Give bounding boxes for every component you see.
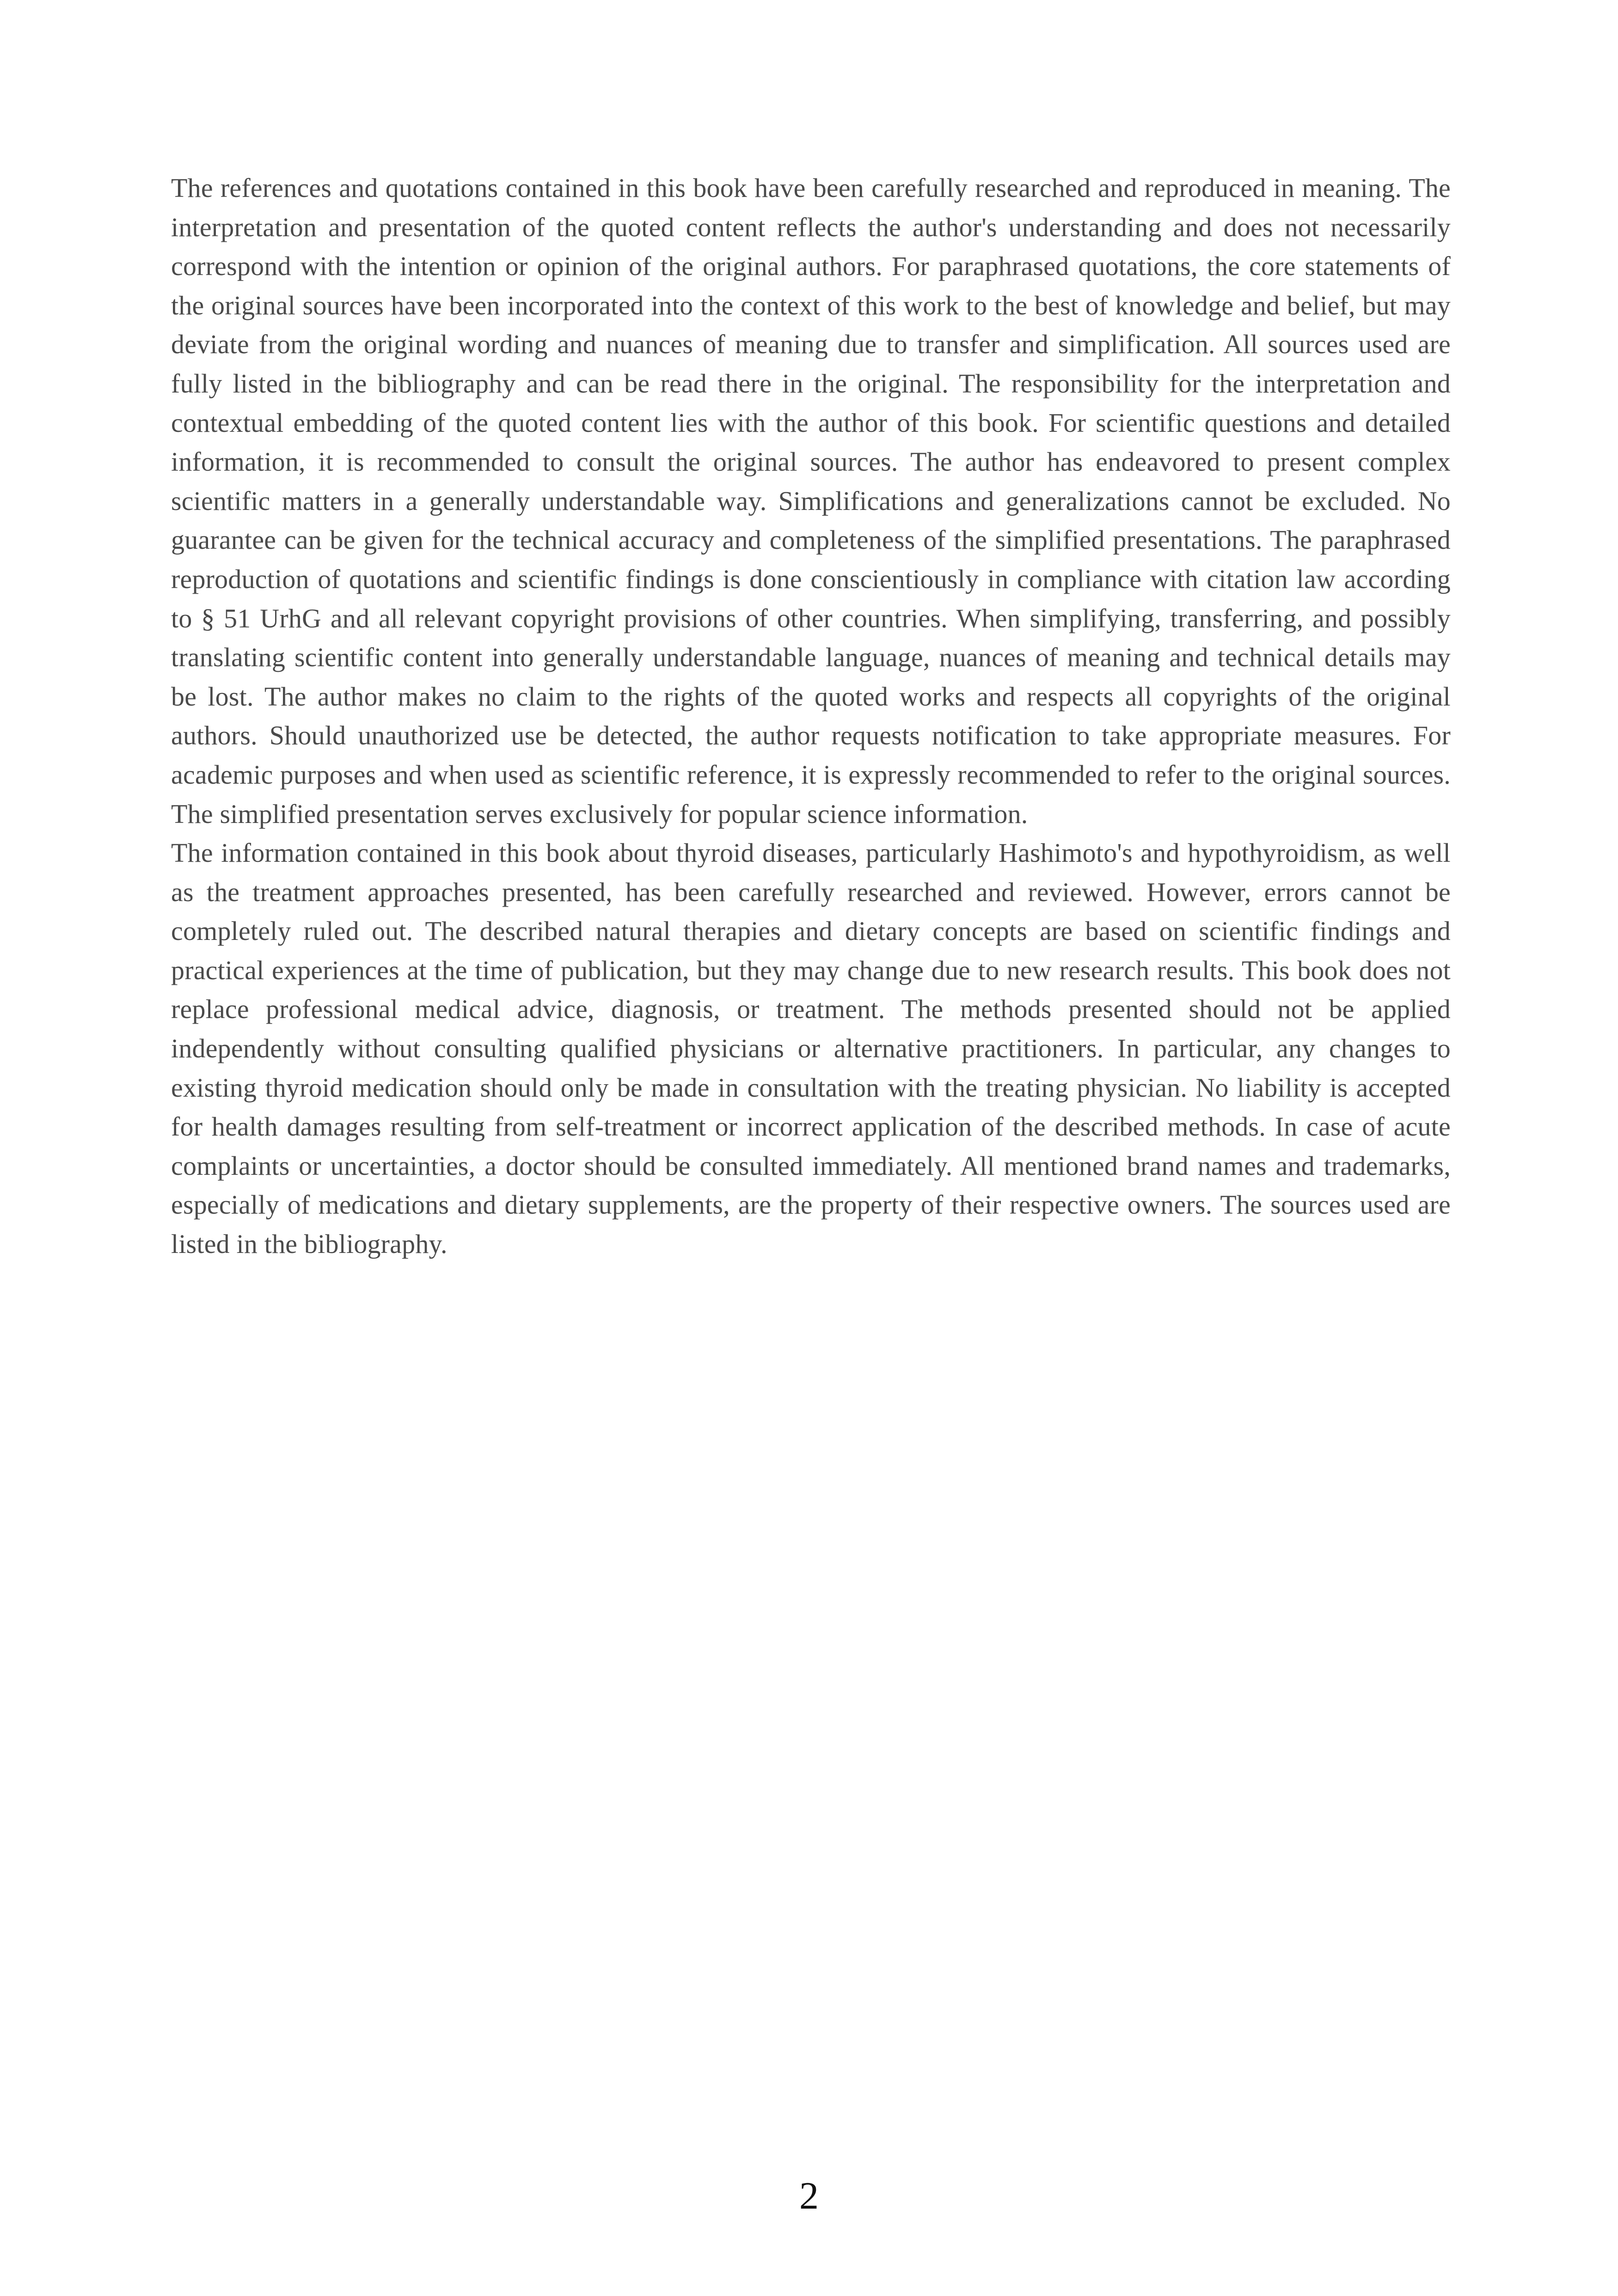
paragraph-medical-disclaimer: The information contained in this book about thyroid diseases, particularly Hashimoto's and hypothyroidism, as well as the treatment approaches presented, has been carefully researched and reviewed. However, errors cannot be completely ruled out. The described natural therapies and dietary concepts are based on scientific findings and practical experiences at the time of publication, but they may change due to new research results. This book does not replace professional medical advice, diagnosis, or treatment. The methods presented should not be applied independently without consulting qualified physicians or alternative practitioners. In particular, any changes to existing thyroid medication should only be made in consultation with the treating physician. No liability is accepted for health damages resulting from self-treatment or incorrect application of the described methods. In case of acute complaints or uncertainties, a doctor should be consulted immediately. All mentioned brand names and trademarks, especially of medications and dietary supplements, are the property of their respective owners. The sources used are listed in the bibliography. — [171, 838, 1451, 1259]
paragraph-citation-disclaimer: The references and quotations contained in this book have been carefully researched and reproduced in meaning. The interpretation and presentation of the quoted content reflects the author's understanding and does not necessarily correspond with the intention or opinion of the original authors. For paraphrased quotations, the core statements of the original sources have been incorporated into the context of this work to the best of knowledge and belief, but may deviate from the original wording and nuances of meaning due to transfer and simplification. All sources used are fully listed in the bibliography and can be read there in the original. The responsibility for the interpretation and contextual embedding of the quoted content lies with the author of this book. For scientific questions and detailed information, it is recommended to consult the original sources. The author has endeavored to present complex scientific matters in a generally understandable way. Simplifications and generalizations cannot be excluded. No guarantee can be given for the technical accuracy and completeness of the simplified presentations. The paraphrased reproduction of quotations and scientific findings is done conscientiously in compliance with citation law according to § 51 UrhG and all relevant copyright provisions of other countries. When simplifying, transferring, and possibly translating scientific content into generally understandable language, nuances of meaning and technical details may be lost. The author makes no claim to the rights of the quoted works and respects all copyrights of the original authors. Should unauthorized use be detected, the author requests notification to take appropriate measures. For academic purposes and when used as scientific reference, it is expressly recommended to refer to the original sources. The simplified presentation serves exclusively for popular science information. — [171, 173, 1451, 829]
body-text — [171, 169, 1451, 1264]
page-number: 2 — [799, 2174, 819, 2217]
